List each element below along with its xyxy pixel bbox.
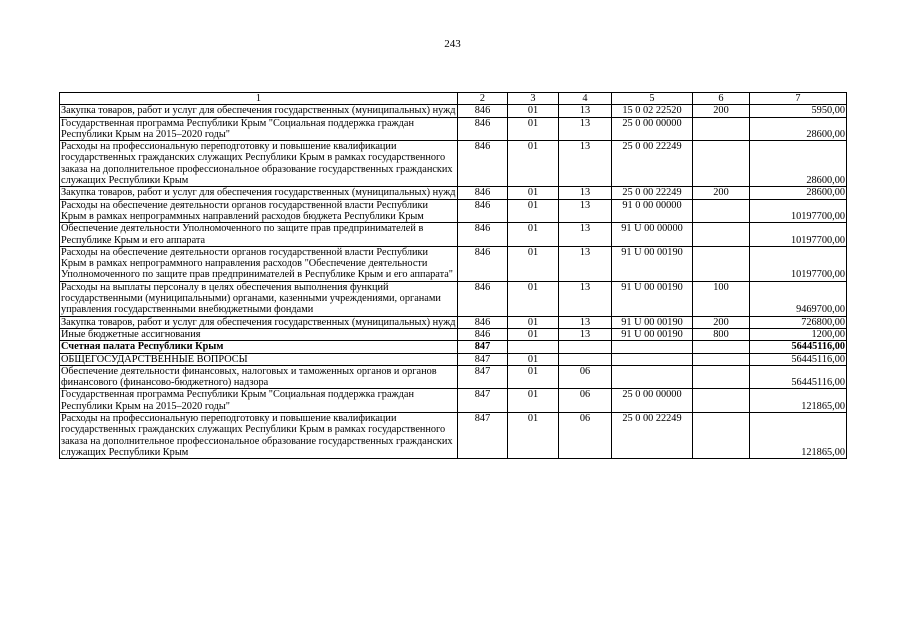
cell-expense-type bbox=[693, 246, 750, 281]
table-row bbox=[60, 187, 847, 199]
cell-amount: 56445116,00 bbox=[750, 365, 847, 389]
cell-grbs: 846 bbox=[458, 141, 508, 187]
cell-section: 01 bbox=[508, 141, 559, 187]
cell-expense-type bbox=[693, 389, 750, 413]
header-col-4: 4 bbox=[559, 93, 612, 105]
cell-grbs: 846 bbox=[458, 187, 508, 199]
cell-section: 01 bbox=[508, 117, 559, 141]
cell-section: 01 bbox=[508, 328, 559, 340]
cell-expense-type bbox=[693, 199, 750, 223]
cell-amount: 726800,00 bbox=[750, 316, 847, 328]
cell-grbs: 847 bbox=[458, 353, 508, 365]
budget-table-body bbox=[60, 93, 847, 459]
cell-amount: 9469700,00 bbox=[750, 281, 847, 316]
cell-subsection: 13 bbox=[559, 316, 612, 328]
cell-subsection: 06 bbox=[559, 365, 612, 389]
cell-grbs: 847 bbox=[458, 341, 508, 353]
cell-section: 01 bbox=[508, 105, 559, 117]
table-row bbox=[60, 365, 847, 389]
cell-subsection: 13 bbox=[559, 328, 612, 340]
cell-section bbox=[508, 341, 559, 353]
table-row bbox=[60, 353, 847, 365]
table-row bbox=[60, 117, 847, 141]
cell-grbs: 846 bbox=[458, 199, 508, 223]
cell-grbs: 846 bbox=[458, 117, 508, 141]
cell-target-item: 91 U 00 00190 bbox=[612, 316, 693, 328]
cell-expense-type: 800 bbox=[693, 328, 750, 340]
cell-expense-type: 200 bbox=[693, 105, 750, 117]
cell-section: 01 bbox=[508, 223, 559, 247]
cell-name: Расходы на профессиональную переподготовку и повышение квалификации государственных гражданских служащих Республики Крым в рамках государственного заказа на дополнительное профессиональное образование государственных гражданских служащих Республики Крым bbox=[60, 413, 458, 459]
cell-grbs: 847 bbox=[458, 389, 508, 413]
cell-expense-type bbox=[693, 353, 750, 365]
cell-name: Обеспечение деятельности финансовых, налоговых и таможенных органов и органов финансового (финансово-бюджетного) надзора bbox=[60, 365, 458, 389]
cell-subsection: 13 bbox=[559, 105, 612, 117]
cell-target-item: 91 0 00 00000 bbox=[612, 199, 693, 223]
cell-target-item bbox=[612, 365, 693, 389]
cell-subsection: 13 bbox=[559, 117, 612, 141]
cell-subsection: 13 bbox=[559, 199, 612, 223]
cell-amount: 10197700,00 bbox=[750, 223, 847, 247]
cell-target-item: 25 0 00 22249 bbox=[612, 413, 693, 459]
cell-grbs: 846 bbox=[458, 246, 508, 281]
cell-expense-type: 100 bbox=[693, 281, 750, 316]
cell-amount: 28600,00 bbox=[750, 117, 847, 141]
cell-grbs: 846 bbox=[458, 105, 508, 117]
cell-expense-type bbox=[693, 341, 750, 353]
cell-section: 01 bbox=[508, 365, 559, 389]
table-row bbox=[60, 141, 847, 187]
cell-amount: 56445116,00 bbox=[750, 341, 847, 353]
cell-amount: 28600,00 bbox=[750, 187, 847, 199]
cell-subsection: 13 bbox=[559, 281, 612, 316]
cell-name: Счетная палата Республики Крым bbox=[60, 341, 458, 353]
cell-grbs: 846 bbox=[458, 223, 508, 247]
cell-expense-type bbox=[693, 413, 750, 459]
cell-amount: 121865,00 bbox=[750, 413, 847, 459]
cell-section: 01 bbox=[508, 413, 559, 459]
cell-subsection: 06 bbox=[559, 389, 612, 413]
header-col-2: 2 bbox=[458, 93, 508, 105]
cell-name: Иные бюджетные ассигнования bbox=[60, 328, 458, 340]
cell-amount: 10197700,00 bbox=[750, 246, 847, 281]
table-row bbox=[60, 199, 847, 223]
table-row bbox=[60, 341, 847, 353]
cell-subsection: 13 bbox=[559, 187, 612, 199]
cell-target-item bbox=[612, 341, 693, 353]
cell-name: Государственная программа Республики Крым "Социальная поддержка граждан Республики Крым на 2015–2020 годы" bbox=[60, 117, 458, 141]
table-row bbox=[60, 281, 847, 316]
cell-target-item: 91 U 00 00190 bbox=[612, 246, 693, 281]
table-row bbox=[60, 105, 847, 117]
table-row bbox=[60, 246, 847, 281]
cell-subsection bbox=[559, 353, 612, 365]
cell-section: 01 bbox=[508, 246, 559, 281]
cell-grbs: 846 bbox=[458, 328, 508, 340]
budget-table bbox=[59, 92, 847, 459]
cell-name: ОБЩЕГОСУДАРСТВЕННЫЕ ВОПРОСЫ bbox=[60, 353, 458, 365]
cell-name: Закупка товаров, работ и услуг для обеспечения государственных (муниципальных) нужд bbox=[61, 105, 456, 117]
cell-name: Расходы на профессиональную переподготовку и повышение квалификации государственных гражданских служащих Республики Крым в рамках государственного заказа на дополнительное профессиональное образование государственных гражданских служащих Республики Крым bbox=[60, 141, 458, 187]
cell-target-item: 25 0 00 22249 bbox=[612, 141, 693, 187]
cell-section: 01 bbox=[508, 281, 559, 316]
cell-amount: 5950,00 bbox=[750, 105, 847, 117]
cell-target-item: 91 U 00 00190 bbox=[612, 328, 693, 340]
header-col-6: 6 bbox=[693, 93, 750, 105]
header-col-3: 3 bbox=[508, 93, 559, 105]
cell-amount: 28600,00 bbox=[750, 141, 847, 187]
header-col-5: 5 bbox=[612, 93, 693, 105]
cell-target-item: 25 0 00 00000 bbox=[612, 389, 693, 413]
cell-amount: 1200,00 bbox=[750, 328, 847, 340]
cell-subsection: 06 bbox=[559, 413, 612, 459]
cell-section: 01 bbox=[508, 353, 559, 365]
cell-name: Закупка товаров, работ и услуг для обеспечения государственных (муниципальных) нужд bbox=[61, 316, 456, 328]
cell-name: Государственная программа Республики Крым "Социальная поддержка граждан Республики Крым на 2015–2020 годы" bbox=[60, 389, 458, 413]
cell-target-item bbox=[612, 353, 693, 365]
cell-expense-type bbox=[693, 141, 750, 187]
header-col-7: 7 bbox=[750, 93, 847, 105]
cell-target-item: 15 0 02 22520 bbox=[612, 105, 693, 117]
table-row bbox=[60, 389, 847, 413]
cell-section: 01 bbox=[508, 187, 559, 199]
cell-subsection: 13 bbox=[559, 141, 612, 187]
cell-name: Расходы на обеспечение деятельности органов государственной власти Республики Крым в рамках непрограммных направлений расходов бюджета Республики Крым bbox=[60, 199, 458, 223]
header-col-1: 1 bbox=[60, 93, 458, 105]
table-header-row bbox=[60, 93, 847, 105]
cell-name: Расходы на обеспечение деятельности органов государственной власти Республики Крым в рамках непрограммного направления расходов "Обеспечение деятельности Уполномоченного по защите прав предпринимателей в Республике Крым и его аппарата" bbox=[60, 246, 458, 281]
table-row bbox=[60, 413, 847, 459]
cell-target-item: 91 U 00 00000 bbox=[612, 223, 693, 247]
cell-subsection bbox=[559, 341, 612, 353]
cell-section: 01 bbox=[508, 199, 559, 223]
cell-expense-type bbox=[693, 223, 750, 247]
cell-target-item: 25 0 00 22249 bbox=[612, 187, 693, 199]
cell-grbs: 846 bbox=[458, 316, 508, 328]
table-row bbox=[60, 328, 847, 340]
cell-grbs: 847 bbox=[458, 365, 508, 389]
cell-amount: 10197700,00 bbox=[750, 199, 847, 223]
page-number: 243 bbox=[444, 38, 461, 50]
cell-subsection: 13 bbox=[559, 246, 612, 281]
cell-grbs: 847 bbox=[458, 413, 508, 459]
cell-subsection: 13 bbox=[559, 223, 612, 247]
table-row bbox=[60, 223, 847, 247]
cell-expense-type: 200 bbox=[693, 316, 750, 328]
cell-section: 01 bbox=[508, 389, 559, 413]
cell-target-item: 91 U 00 00190 bbox=[612, 281, 693, 316]
cell-expense-type: 200 bbox=[693, 187, 750, 199]
table-row bbox=[60, 316, 847, 328]
cell-name: Обеспечение деятельности Уполномоченного по защите прав предпринимателей в Республике Крым и его аппарата bbox=[60, 223, 458, 247]
cell-amount: 121865,00 bbox=[750, 389, 847, 413]
cell-grbs: 846 bbox=[458, 281, 508, 316]
cell-name: Расходы на выплаты персоналу в целях обеспечения выполнения функций государственными (муниципальными) органами, казенными учреждениями, органами управления государственными внебюджетными фондами bbox=[60, 281, 458, 316]
cell-expense-type bbox=[693, 117, 750, 141]
cell-expense-type bbox=[693, 365, 750, 389]
cell-section: 01 bbox=[508, 316, 559, 328]
cell-amount: 56445116,00 bbox=[750, 353, 847, 365]
cell-target-item: 25 0 00 00000 bbox=[612, 117, 693, 141]
cell-name: Закупка товаров, работ и услуг для обеспечения государственных (муниципальных) нужд bbox=[61, 187, 456, 199]
